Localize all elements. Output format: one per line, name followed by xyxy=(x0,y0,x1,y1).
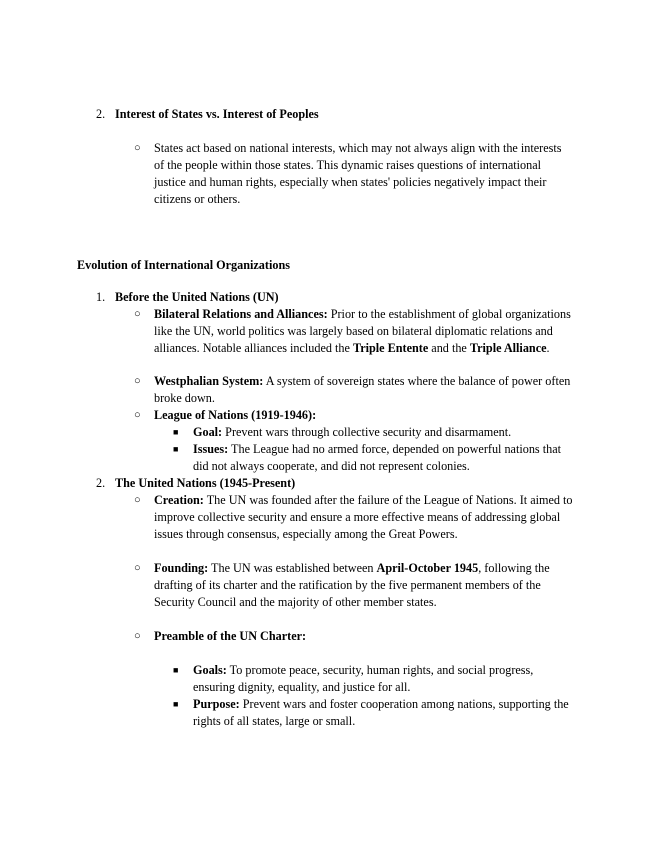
bullet-label: Bilateral Relations and Alliances: xyxy=(154,307,328,321)
sub-bullet-goal xyxy=(173,424,573,441)
bullet-label: League of Nations (1919-1946): xyxy=(154,408,317,422)
bullet-text-part: Prior to the establishment of global organizations like the UN, world politics was largely based on bilateral diplomatic relations and alliances. Notable alliances included the xyxy=(154,307,571,355)
bullet-bilateral-relations xyxy=(134,306,574,357)
hollow-circle-bullet-icon: ○ xyxy=(134,630,141,642)
founding-dates-text: April-October 1945 xyxy=(376,561,479,575)
sub-bullet-goals xyxy=(173,662,573,696)
bullet-westphalian-system xyxy=(134,373,574,407)
bullet-text xyxy=(154,628,574,645)
bullet-text-part: Prevent wars and foster cooperation among nations, supporting the rights of all states, large or small. xyxy=(193,697,569,728)
hollow-circle-bullet-icon: ○ xyxy=(134,409,141,421)
triple-alliance-text: Triple Alliance xyxy=(469,341,547,355)
square-bullet-icon: ■ xyxy=(173,699,179,709)
hollow-circle-bullet-icon: ○ xyxy=(134,308,141,320)
bullet-founding xyxy=(134,560,574,611)
hollow-circle-bullet-icon: ○ xyxy=(134,562,141,574)
bullet-text-part: A system of sovereign states where the balance of power often broke down. xyxy=(154,374,571,405)
bullet-creation xyxy=(134,492,574,543)
square-bullet-icon: ■ xyxy=(173,665,179,675)
bullet-text-part: . xyxy=(546,341,550,355)
list-item-title: Interest of States vs. Interest of Peoples xyxy=(115,107,319,121)
sub-bullet-purpose xyxy=(173,696,573,730)
bullet-label: Founding: xyxy=(154,561,209,575)
bullet-text xyxy=(193,441,573,475)
hollow-circle-bullet-icon: ○ xyxy=(134,142,141,154)
bullet-text-part: The League had no armed force, depended on powerful nations that did not always cooperate, and did not represent colonies. xyxy=(193,442,561,473)
bullet-national-interests xyxy=(134,140,574,208)
bullet-text: States act based on national interests, which may not always align with the interests of the people within those states. This dynamic raises questions of international justice and human rights, especially when states' policies negatively impact their citizens or others. xyxy=(154,141,562,206)
list-number: 1. xyxy=(96,290,106,304)
bullet-text-part: and the xyxy=(428,341,470,355)
bullet-text-part: The UN was established between xyxy=(208,561,377,575)
list-number: 2. xyxy=(96,476,106,490)
bullet-text xyxy=(193,696,573,730)
bullet-text xyxy=(154,306,574,357)
bullet-label: Purpose: xyxy=(193,697,240,711)
bullet-text xyxy=(193,662,573,696)
bullet-text-part: , following the drafting of its charter and the ratification by the five permanent members of the Security Council and the majority of other member states. xyxy=(154,561,550,609)
bullet-label: Westphalian System: xyxy=(154,374,264,388)
bullet-label: Issues: xyxy=(193,442,229,456)
hollow-circle-bullet-icon: ○ xyxy=(134,494,141,506)
list-item-title: Before the United Nations (UN) xyxy=(115,290,279,304)
bullet-text xyxy=(193,424,573,441)
bullet-label: Preamble of the UN Charter: xyxy=(154,629,307,643)
bullet-label: Creation: xyxy=(154,493,204,507)
bullet-text xyxy=(154,407,574,424)
bullet-text xyxy=(154,560,574,611)
sub-bullet-issues xyxy=(173,441,573,475)
list-item-title: The United Nations (1945-Present) xyxy=(115,476,296,490)
section-heading: Evolution of International Organizations xyxy=(77,258,290,272)
square-bullet-icon: ■ xyxy=(173,444,179,454)
bullet-preamble xyxy=(134,628,574,645)
hollow-circle-bullet-icon: ○ xyxy=(134,375,141,387)
bullet-label: Goals: xyxy=(193,663,227,677)
bullet-label: Goal: xyxy=(193,425,223,439)
list-number: 2. xyxy=(96,107,106,121)
bullet-text xyxy=(154,373,574,407)
bullet-text-part: To promote peace, security, human rights, and social progress, ensuring dignity, equality, and justice for all. xyxy=(193,663,534,694)
square-bullet-icon: ■ xyxy=(173,427,179,437)
bullet-text-part: The UN was founded after the failure of the League of Nations. It aimed to improve collective security and ensure a more effective means of addressing global issues through consensus, especially among the Great Powers. xyxy=(154,493,573,541)
triple-entente-text: Triple Entente xyxy=(352,341,429,355)
bullet-text-part: Prevent wars through collective security and disarmament. xyxy=(222,425,512,439)
bullet-league-of-nations xyxy=(134,407,574,424)
bullet-text xyxy=(154,492,574,543)
